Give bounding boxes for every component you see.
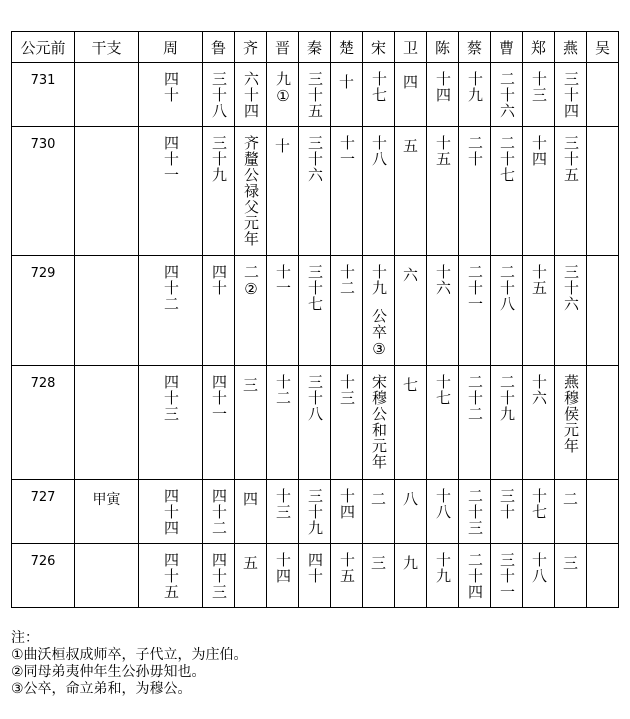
year-cell: 726 (12, 544, 75, 608)
cell-text: 十四 (338, 488, 356, 520)
state-cell (331, 127, 363, 256)
header-qi: 齐 (235, 32, 267, 63)
ganzhi-cell (75, 366, 139, 480)
cell-text: 二十 (466, 135, 484, 167)
state-cell (203, 127, 235, 256)
header-chen: 陈 (427, 32, 459, 63)
cell-text: 四十 (162, 71, 180, 103)
cell-text: 二十七 (498, 135, 516, 183)
state-cell (139, 256, 203, 366)
cell-text: 三十 (498, 488, 516, 520)
cell-text: 二十六 (498, 71, 516, 119)
cell-text: 四十五 (162, 552, 180, 600)
cell-text: 十一 (338, 135, 356, 167)
cell-text: 十三 (530, 71, 548, 103)
cell-text: 十四 (530, 135, 548, 167)
cell-text: 三十五 (562, 135, 580, 183)
header-row (12, 32, 619, 63)
year-cell: 729 (12, 256, 75, 366)
header-year: 公元前 (12, 32, 75, 63)
cell-text: 十九 (434, 552, 452, 584)
state-cell (235, 63, 267, 127)
header-zheng: 郑 (523, 32, 555, 63)
state-cell (267, 366, 299, 480)
cell-text: 四 (242, 490, 258, 508)
state-cell (459, 256, 491, 366)
cell-text: 二十四 (466, 552, 484, 600)
state-cell (395, 256, 427, 366)
state-cell (395, 63, 427, 127)
cell-text: 十九 (370, 264, 388, 296)
cell-text: 十八 (370, 135, 388, 167)
state-cell (267, 256, 299, 366)
notes-section (11, 630, 248, 698)
cell-text: 三十九 (210, 135, 228, 183)
cell-text: 十四 (434, 71, 452, 103)
cell-text: 十五 (530, 264, 548, 296)
state-cell (139, 480, 203, 544)
cell-text: 十三 (274, 488, 292, 520)
state-cell (427, 366, 459, 480)
cell-text: 三十八 (210, 71, 228, 119)
state-cell (331, 480, 363, 544)
state-cell (459, 544, 491, 608)
cell-text: 三十七 (306, 264, 324, 312)
cell-text: 十五 (434, 135, 452, 167)
cell-text: 五 (242, 554, 258, 572)
state-cell (491, 544, 523, 608)
state-cell (235, 127, 267, 256)
state-cell (555, 366, 587, 480)
state-cell (587, 127, 619, 256)
state-cell (363, 256, 395, 366)
state-cell (299, 366, 331, 480)
table-row (12, 480, 619, 544)
cell-text: 二十八 (498, 264, 516, 312)
state-cell (491, 63, 523, 127)
cell-text: 十九 (466, 71, 484, 103)
state-cell (427, 544, 459, 608)
state-cell (331, 366, 363, 480)
state-cell (299, 544, 331, 608)
state-cell (491, 127, 523, 256)
cell-text: 二十三 (466, 488, 484, 536)
state-cell (203, 256, 235, 366)
state-cell (139, 63, 203, 127)
state-cell (523, 256, 555, 366)
cell-text: 四十二 (210, 488, 228, 536)
state-cell (459, 366, 491, 480)
year-cell: 727 (12, 480, 75, 544)
cell-text: 十八 (530, 552, 548, 584)
cell-text: 十四 (274, 552, 292, 584)
cell-text: 三十四 (562, 71, 580, 119)
state-cell (427, 127, 459, 256)
table-row (12, 544, 619, 608)
header-cao: 曹 (491, 32, 523, 63)
cell-text: 十七 (370, 71, 388, 103)
state-cell (299, 480, 331, 544)
cell-text: 三十六 (306, 135, 324, 183)
header-wei: 卫 (395, 32, 427, 63)
state-cell (203, 480, 235, 544)
cell-text: 三 (242, 376, 258, 394)
cell-text: 四 (402, 73, 418, 91)
state-cell (235, 256, 267, 366)
state-cell (427, 480, 459, 544)
state-cell (459, 63, 491, 127)
state-cell (555, 256, 587, 366)
state-cell (523, 63, 555, 127)
cell-text: 二 (562, 490, 578, 508)
year-cell: 731 (12, 63, 75, 127)
header-song: 宋 (363, 32, 395, 63)
cell-text: 八 (402, 490, 418, 508)
cell-text: 四十二 (162, 264, 180, 312)
cell-text: 七 (402, 376, 418, 394)
cell-text: 十六 (530, 374, 548, 406)
table-row (12, 366, 619, 480)
table-row (12, 256, 619, 366)
state-cell (491, 480, 523, 544)
ganzhi-cell (75, 63, 139, 127)
cell-text: 三十一 (498, 552, 516, 600)
state-cell (203, 366, 235, 480)
state-cell (363, 544, 395, 608)
state-cell (395, 366, 427, 480)
state-cell (427, 63, 459, 127)
header-zhou: 周 (139, 32, 203, 63)
ganzhi-cell (75, 127, 139, 256)
state-cell (587, 256, 619, 366)
state-cell (459, 127, 491, 256)
cell-text: 四十四 (162, 488, 180, 536)
cell-text: 齐釐公禄父元年 (242, 135, 260, 247)
state-cell (331, 256, 363, 366)
state-cell (587, 544, 619, 608)
cell-text: 三十八 (306, 374, 324, 422)
state-cell (363, 127, 395, 256)
cell-text: 四十 (210, 264, 228, 296)
cell-text: 四十一 (210, 374, 228, 422)
cell-text: 九① (274, 71, 292, 106)
state-cell (139, 544, 203, 608)
state-cell (395, 480, 427, 544)
header-yan: 燕 (555, 32, 587, 63)
cell-text: 四十一 (162, 135, 180, 183)
state-cell (395, 544, 427, 608)
cell-text: 二② (242, 264, 260, 299)
year-cell: 728 (12, 366, 75, 480)
state-cell (491, 366, 523, 480)
cell-text: 六 (402, 266, 418, 284)
header-chu: 楚 (331, 32, 363, 63)
header-lu: 鲁 (203, 32, 235, 63)
cell-text: 二十九 (498, 374, 516, 422)
cell-text: 二十一 (466, 264, 484, 312)
state-cell (267, 63, 299, 127)
cell-text: 十一 (274, 264, 292, 296)
cell-text: 十七 (434, 374, 452, 406)
state-cell (523, 544, 555, 608)
cell-text: 二 (370, 490, 386, 508)
header-jin: 晋 (267, 32, 299, 63)
chronology-table (11, 31, 619, 608)
state-cell (555, 127, 587, 256)
table-row (12, 63, 619, 127)
note-1: ①曲沃桓叔成师卒，子代立，为庄伯。 (11, 647, 248, 663)
state-cell (363, 366, 395, 480)
cell-text: 四十三 (210, 552, 228, 600)
cell-text: 十六 (434, 264, 452, 296)
state-cell (235, 480, 267, 544)
state-cell (555, 63, 587, 127)
cell-text: 十二 (338, 264, 356, 296)
state-cell (267, 480, 299, 544)
cell-text: 十二 (274, 374, 292, 406)
cell-text: 四十三 (162, 374, 180, 422)
note-2: ②同母弟夷仲年生公孙毋知也。 (11, 664, 206, 680)
cell-text: 二十二 (466, 374, 484, 422)
cell-text: 六十四 (242, 71, 260, 119)
state-cell (587, 480, 619, 544)
state-cell (299, 256, 331, 366)
cell-text: 十八 (434, 488, 452, 520)
cell-text: 十七 (530, 488, 548, 520)
cell-text: 五 (402, 137, 418, 155)
state-cell (523, 366, 555, 480)
ganzhi-cell: 甲寅 (75, 480, 139, 544)
header-qin: 秦 (299, 32, 331, 63)
state-cell (587, 366, 619, 480)
state-cell (203, 63, 235, 127)
cell-subtext: 公卒③ (370, 308, 388, 359)
state-cell (555, 544, 587, 608)
header-ganzhi: 干支 (75, 32, 139, 63)
cell-text: 四十 (306, 552, 324, 584)
state-cell (395, 127, 427, 256)
state-cell (235, 544, 267, 608)
notes-title: 注： (11, 630, 39, 646)
ganzhi-cell (75, 256, 139, 366)
state-cell (555, 480, 587, 544)
state-cell (203, 544, 235, 608)
state-cell (235, 366, 267, 480)
cell-text: 三十五 (306, 71, 324, 119)
cell-text: 宋穆公和元年 (370, 374, 388, 470)
year-cell: 730 (12, 127, 75, 256)
cell-text: 十五 (338, 552, 356, 584)
state-cell (523, 480, 555, 544)
state-cell (299, 127, 331, 256)
state-cell (523, 127, 555, 256)
cell-text: 三 (370, 554, 386, 572)
ganzhi-cell (75, 544, 139, 608)
cell-text: 燕穆侯元年 (562, 374, 580, 454)
state-cell (331, 63, 363, 127)
header-wu: 吴 (587, 32, 619, 63)
cell-text: 三十九 (306, 488, 324, 536)
state-cell (299, 63, 331, 127)
header-cai: 蔡 (459, 32, 491, 63)
state-cell (267, 544, 299, 608)
cell-text: 三 (562, 554, 578, 572)
state-cell (363, 480, 395, 544)
note-3: ③公卒，命立弟和，为穆公。 (11, 681, 192, 697)
state-cell (139, 127, 203, 256)
state-cell (491, 256, 523, 366)
cell-text: 十三 (338, 374, 356, 406)
state-cell (363, 63, 395, 127)
cell-text: 十 (274, 137, 290, 155)
state-cell (587, 63, 619, 127)
cell-text: 九 (402, 554, 418, 572)
table-row (12, 127, 619, 256)
table-body (12, 63, 619, 608)
cell-text: 十 (338, 73, 354, 91)
state-cell (139, 366, 203, 480)
state-cell (267, 127, 299, 256)
state-cell (459, 480, 491, 544)
state-cell (427, 256, 459, 366)
cell-text: 三十六 (562, 264, 580, 312)
state-cell (331, 544, 363, 608)
